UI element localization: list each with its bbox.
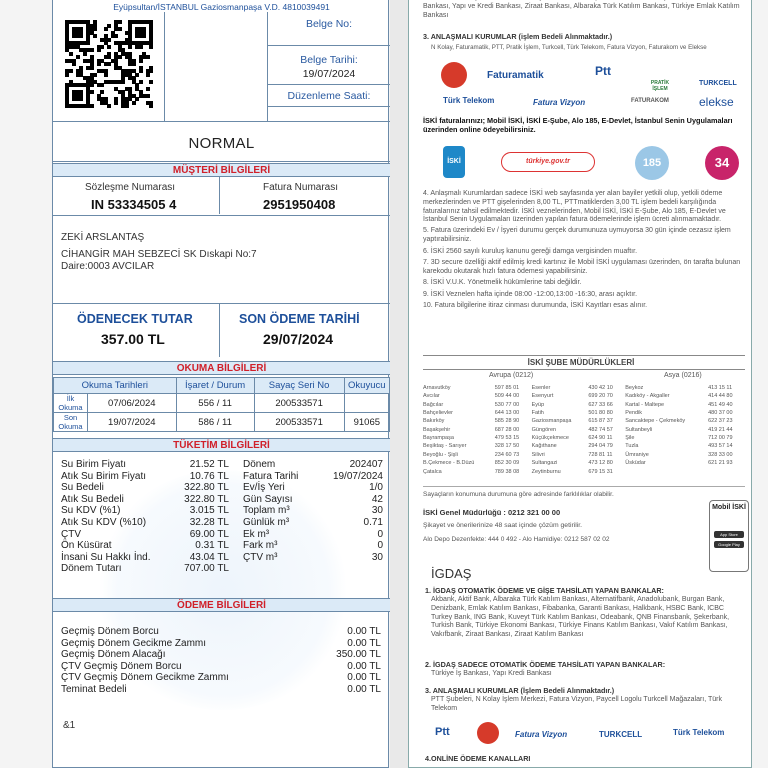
pratik-islem-logo: PRATİK İŞLEM: [650, 80, 670, 93]
table-cell: 644 13 00: [494, 409, 520, 416]
odeme-label: Geçmiş Dönem Borcu: [61, 626, 159, 637]
table-cell: 234 60 73: [494, 451, 520, 458]
tuketim-label: Su Birim Fiyatı: [61, 459, 127, 470]
tuketim-label: Ek m³: [243, 528, 270, 540]
note-item: 10. Fatura bilgilerine itiraz cinması durumunda, İSKİ Kayıtları esas alınır.: [423, 302, 648, 310]
igdas-item3-text: PTT Şubeleri, N Kolay İşlem Merkezi, Fatura Vizyon, Paycell Logolu Turkcell Mağazaları, Türk Telekom: [431, 696, 723, 712]
tuketim-label: Ön Küsürat: [61, 540, 112, 552]
table-cell: 530 77 00: [494, 401, 520, 408]
table-cell: 852 30 09: [494, 460, 520, 467]
tuketim-label: ÇTV: [61, 528, 81, 540]
tuketim-value: 42: [371, 493, 383, 505]
tuketim-label: Ev/İş Yeri: [243, 482, 285, 494]
table-cell: Beşiktaş - Sarıyer: [423, 443, 467, 450]
faturakom-logo: FATURAKOM: [631, 98, 669, 104]
genel-mudurluk: İSKİ Genel Müdürlüğü : 0212 321 00 00: [423, 508, 561, 517]
table-row: [421, 451, 743, 459]
asya-label: Asya (0216): [664, 372, 702, 379]
table-cell: Tuzla: [625, 443, 639, 450]
tuketim-value: 43.04 TL: [189, 551, 229, 563]
son-odeme-value: 29/07/2024: [263, 331, 334, 347]
turk-telekom-logo: Türk Telekom: [673, 728, 725, 737]
okuma-section-title: OKUMA BİLGİLERİ: [53, 361, 390, 375]
belge-tarihi-label: Belge Tarihi:: [300, 54, 358, 66]
odeme-labels: [61, 626, 229, 696]
table-cell: Gaziosmanpaşa: [531, 418, 572, 425]
fatura-no-value: 2951950408: [263, 197, 336, 212]
customer-address-line1: CİHANGİR MAH SEBZECİ SK Dıskapi No:7: [61, 249, 257, 260]
tuketim-left-values: [169, 459, 229, 575]
table-cell: 622 37 23: [708, 418, 733, 425]
nkolay-logo-icon: [441, 62, 467, 88]
invoice-type: NORMAL: [53, 122, 390, 162]
table-cell: 328 33 00: [708, 451, 733, 458]
table-row: [421, 426, 743, 434]
table-cell: Silivri: [531, 451, 545, 458]
note-item: 5. Fatura üzerindeki Ev / İşyeri durumu gerçek durumunuza uymuyorsa 30 gün içinde cezasız işlem yaptırabilirsiniz.: [423, 227, 731, 243]
tuketim-value: 707.00 TL: [184, 563, 229, 575]
tuketim-value: 322.80 TL: [184, 482, 229, 494]
table-cell: 585 28 90: [494, 418, 520, 425]
note-item: 4. Anlaşmalı Kurumlardan sadece İSKİ web sayfasında yer alan bayiler yetkili olup, yetkili ödeme merkezlerinden ve PTT gişelerinden 8,00 TL, PTTmatiklerden 3,00 TL işlem bedeli karşılığında faturalarınız tahsil edilmektedir. İSKİ veznelerinden, Mobil İSKİ, İSKİ E-Şube, Alo 185, E-Devlet ve İstanbul Senin Uygulamaları üzerinden yapılan fatura ödemelerinde işlem ücreti alınmamaktadır.: [423, 190, 726, 224]
tuketim-left-labels: [61, 459, 151, 575]
table-cell: [623, 468, 706, 476]
tuketim-label: Gün Sayısı: [243, 493, 293, 505]
tuketim-section-title: TÜKETİM BİLGİLERİ: [53, 438, 390, 452]
table-cell: [706, 468, 743, 476]
invoice-back-page: [408, 0, 752, 768]
bank-list-top: Bankası, Yapı ve Kredi Bankası, Ziraat Bankası, Albaraka Türk Katılım Bankası, Türkiye Emlak Katılım Bankası: [423, 2, 740, 19]
tuketim-label: Fatura Tarihi: [243, 470, 299, 482]
table-cell: Bağcılar: [423, 401, 444, 408]
igdas-item1-title: 1. İGDAŞ OTOMATİK ÖDEME VE GİŞE TAHSİLATI YAPAN BANKALAR:: [425, 586, 664, 595]
table-cell: 621 21 93: [708, 460, 733, 467]
table-cell: Sultanbeyli: [625, 426, 653, 433]
table-row: [421, 434, 743, 442]
musteri-section-title: MÜŞTERİ BİLGİLERİ: [53, 163, 390, 177]
okuma-okuyucu: [344, 394, 389, 413]
table-cell: Üsküdar: [625, 460, 646, 467]
table-cell: B.Çekmece - B.Düzü: [423, 460, 475, 467]
table-row: [421, 468, 743, 476]
okuma-isaret: 556 / 11: [176, 394, 254, 413]
fatura-no-label: Fatura Numarası: [263, 182, 339, 193]
table-cell: 414 44 80: [708, 393, 733, 400]
customer-address-line2: Daire:0003 AVCILAR: [61, 261, 155, 272]
belge-tarihi-value: 19/07/2024: [302, 68, 356, 80]
turk-telekom-logo: Türk Telekom: [443, 96, 495, 105]
table-cell: Beyoğlu - Şişli: [423, 451, 458, 458]
table-row: [421, 384, 743, 392]
table-cell: 482 74 57: [588, 426, 613, 433]
note-item: 9. İSKİ Veznelen hafta içinde 08:00 -12:00,13:00 -16:30, arası açıktır.: [423, 290, 638, 298]
table-cell: Bahçelievler: [423, 409, 453, 416]
tuketim-value: 0.71: [363, 516, 383, 528]
table-cell: Fatih: [531, 409, 544, 416]
tax-office-line: Eyüpsultan/İSTANBUL Gaziosmanpaşa V.D. 4810039491: [113, 2, 330, 12]
ptt-logo: Ptt: [435, 726, 450, 738]
table-cell: 624 90 11: [588, 435, 613, 442]
table-cell: Sancaktepe - Çekmeköy: [625, 418, 686, 425]
table-cell: Zeytinburnu: [531, 468, 561, 475]
table-row: [421, 401, 743, 409]
table-cell: 413 15 11: [708, 384, 733, 391]
header-blank-cell: [165, 12, 268, 122]
okuma-row-label: Son Okuma: [54, 413, 88, 432]
table-cell: 712 00 79: [708, 435, 733, 442]
odeme-label: Geçmiş Dönem Gecikme Zammı: [61, 637, 207, 649]
table-cell: Şile: [625, 435, 635, 442]
qr-code-box[interactable]: [53, 12, 165, 122]
tuketim-value: 1/0: [369, 482, 383, 494]
tuketim-value: 30: [371, 505, 383, 517]
okuma-seri: 200533571: [254, 413, 344, 432]
okuma-header-isaret: İşaret / Durum: [176, 378, 254, 394]
note-item: 7. 3D secure özelliği aktif edilmiş kredi kartınız ile Mobil İSKİ uygulaması üzerinden, ön tarafta bulunan karekodu okutarak hızlı fatura ödemesi yapabilirsiniz.: [423, 259, 741, 275]
avrupa-label: Avrupa (0212): [489, 372, 534, 379]
table-cell: 597 85 01: [494, 384, 520, 391]
alo-185-logo: 185: [635, 146, 669, 180]
tuketim-value: 3.015 TL: [189, 505, 229, 517]
table-cell: Arnavutköy: [423, 384, 451, 391]
igdas-item2-text: Türkiye İş Bankası, Yapı Kredi Bankası: [431, 670, 552, 677]
table-cell: Küçükçekmece: [531, 435, 569, 442]
table-cell: Pendik: [625, 409, 643, 416]
tuketim-value: 0.31 TL: [195, 540, 229, 552]
odeme-label: ÇTV Geçmiş Dönem Gecikme Zammı: [61, 672, 229, 684]
belge-info-box: [268, 12, 390, 122]
igdas-item1-text: Akbank, Aktif Bank, Albaraka Türk Katılım Bankası, Alternatifbank, Anadolubank, Burgan Bank, Denizbank, Emlak Katılım Bankası, Fibabanka, Garanti Bankası, Halkbank, HSBC Bank, ICBC Turkey Bank, ING Bank, Kuveyt Türk Katılım Bankası, Odeabank, QNB Finansbank, Şekerbank, Turkish Bank, Türkiye Ekonomi Bankası, Türkiye Finans Katılım Bankası, Vakıf Katılım Bankası, Vakıfbank, Ziraat Bankası, Ziraat Katılım Bankası: [431, 596, 730, 638]
tuketim-value: 21.52 TL: [189, 459, 229, 470]
tuketim-value: 32.28 TL: [189, 516, 229, 528]
okuma-date: 07/06/2024: [88, 394, 177, 413]
tuketim-value: 30: [371, 551, 383, 563]
table-cell: Kağıthane: [531, 443, 557, 450]
igdas-title: İGDAŞ: [431, 566, 472, 581]
iski-logo: İSKİ: [443, 146, 465, 178]
table-cell: 430 42 10: [588, 384, 613, 391]
turkcell-logo: TURKCELL: [699, 80, 737, 87]
okuma-row-label: İlk Okuma: [54, 394, 88, 413]
table-cell: Esenler: [531, 384, 551, 391]
ptt-logo: Ptt: [595, 64, 611, 78]
table-cell: 789 38 08: [494, 468, 520, 475]
table-cell: 627 33 66: [588, 401, 613, 408]
table-cell: Kartal - Maltepe: [625, 401, 665, 408]
okuma-isaret: 586 / 11: [176, 413, 254, 432]
okuma-header-seri: Sayaç Seri No: [254, 378, 344, 394]
elekse-logo: elekse: [699, 95, 734, 109]
table-row: [421, 460, 743, 468]
table-cell: Avcılar: [423, 393, 440, 400]
belge-no-label: Belge No:: [305, 18, 353, 30]
odeme-value: 0.00 TL: [347, 683, 381, 695]
igdas-item4-title: 4.ONLİNE ÖDEME KANALLARI: [425, 754, 531, 763]
table-row: [421, 392, 743, 400]
table-cell: Güngören: [531, 426, 557, 433]
tuketim-label: Günlük m³: [243, 516, 290, 528]
customer-name: ZEKİ ARSLANTAŞ: [61, 232, 145, 243]
tuketim-label: Dönem: [243, 459, 276, 470]
table-cell: 419 21 44: [708, 426, 733, 433]
okuma-okuyucu: 91065: [344, 413, 389, 432]
table-cell: 687 28 00: [494, 426, 520, 433]
tuketim-label: Su KDV (%1): [61, 505, 121, 517]
son-odeme-label: SON ÖDEME TARİHİ: [239, 312, 360, 326]
table-cell: 509 44 00: [494, 393, 520, 400]
table-cell: Çatalca: [423, 468, 442, 475]
table-cell: 728 81 11: [588, 451, 613, 458]
note-item: 6. İSKİ 2560 sayılı kuruluş kanunu gereği damga vergisinden muaftır.: [423, 247, 638, 255]
table-row: [421, 409, 743, 417]
tuketim-label: Atık Su Bedeli: [61, 493, 124, 505]
mobil-iski-label: Mobil İSKİ: [712, 504, 746, 511]
alo-numbers: Alo Depo Dezenfekte: 444 0 492 - Alo Hamidiye: 0212 587 02 02: [423, 536, 610, 543]
tuketim-label: Dönem Tutarı: [61, 563, 122, 575]
odeme-value: 350.00 TL: [336, 649, 381, 661]
tuketim-value: 19/07/2024: [332, 470, 383, 482]
table-cell: 679 15 31: [588, 468, 613, 475]
tuketim-label: Su Bedeli: [61, 482, 104, 494]
sayac-note: Sayaçların konumuna durumuna göre adresinde farklılıklar olabilir.: [423, 491, 614, 498]
tuketim-label: ÇTV m³: [243, 551, 278, 563]
sube-title: İSKİ ŞUBE MÜDÜRLÜKLERİ: [527, 358, 635, 367]
table-row: [54, 394, 390, 413]
tuketim-value: 0: [377, 528, 383, 540]
tuketim-label: Atık Su KDV (%10): [61, 516, 147, 528]
okuma-header-okuyucu: Okuyucu: [344, 378, 389, 394]
istanbul-senin-logo: 34: [705, 146, 739, 180]
tuketim-value: 69.00 TL: [189, 528, 229, 540]
table-cell: Kadıköy - Akgaller: [625, 393, 670, 400]
odeme-label: ÇTV Geçmiş Dönem Borcu: [61, 660, 182, 672]
odeme-value: 0.00 TL: [347, 637, 381, 649]
table-cell: Bakırköy: [423, 418, 445, 425]
table-cell: Sultangazi: [531, 460, 558, 467]
tuketim-value: 10.76 TL: [189, 470, 229, 482]
table-row: [421, 418, 743, 426]
odeme-value: 0.00 TL: [347, 672, 381, 684]
odeme-section-title: ÖDEME BİLGİLERİ: [53, 598, 390, 612]
odeme-label: Teminat Bedeli: [61, 683, 127, 695]
iski-online-note: İSKİ faturalarınızı; Mobil İSKİ, İSKİ E-Şube, Alo 185, E-Devlet, İstanbul Senin Uygulamaları üzerinden online ödeyebilirsiniz.: [423, 116, 733, 135]
sikayet-note: Şikayet ve önerilerinize 48 saat içinde çözüm getirilir.: [423, 522, 583, 529]
table-cell: 451 49 40: [708, 401, 733, 408]
table-cell: 615 87 37: [588, 418, 613, 425]
okuma-header-tarih: Okuma Tarihleri: [54, 378, 177, 394]
okuma-seri: 200533571: [254, 394, 344, 413]
mobil-iski-box[interactable]: [709, 500, 749, 572]
table-cell: 294 04 79: [588, 443, 613, 450]
table-cell: 493 57 14: [708, 443, 733, 450]
table-cell: 699 20 70: [588, 393, 613, 400]
tuketim-value: 322.80 TL: [184, 493, 229, 505]
table-cell: Ümraniye: [625, 451, 649, 458]
igdas-item2-title: 2. İGDAŞ SADECE OTOMATİK ÖDEME TAHSİLATI YAPAN BANKALAR:: [425, 660, 666, 669]
item3-subtitle: N Kolay, Faturamatik, PTT, Pratik İşlem, Turkcell, Türk Telekom, Fatura Vizyon, Faturakom ve Elekse: [431, 44, 707, 51]
table-cell: 328 17 50: [494, 443, 520, 450]
turkcell-logo: TURKCELL: [599, 730, 643, 739]
igdas-item3-title: 3. ANLAŞMALI KURUMLAR (İşlem Bedeli Alınmaktadır.): [425, 686, 615, 695]
tuketim-value: 0: [377, 540, 383, 552]
sozlesme-value: IN 53334505 4: [91, 197, 177, 212]
table-cell: 473 12 80: [588, 460, 613, 467]
google-play-badge[interactable]: Google Play: [714, 541, 744, 548]
duzenleme-saati-label: Düzenleme Saati:: [287, 90, 371, 102]
tuketim-label: Toplam m³: [243, 505, 290, 517]
table-cell: 501 80 80: [588, 409, 613, 416]
tuketim-label: İnsani Su Hakkı İnd.: [61, 551, 151, 563]
tuketim-value: 202407: [349, 459, 383, 470]
invoice-front-page: [52, 0, 389, 768]
table-row: [54, 413, 390, 432]
tuketim-label: Fark m³: [243, 540, 278, 552]
odeme-value: 0.00 TL: [347, 626, 381, 637]
notes-list: [423, 190, 747, 311]
table-cell: Beykoz: [625, 384, 644, 391]
odeme-values: [321, 626, 381, 696]
note-item: 8. İSKİ V.U.K. Yönetmelik hükümlerine tabi değildir.: [423, 278, 582, 286]
app-store-badge[interactable]: App Store: [714, 531, 744, 538]
sube-table: [421, 384, 743, 476]
table-cell: 480 37 00: [708, 409, 733, 416]
tuketim-label: Atık Su Birim Fiyatı: [61, 470, 147, 482]
turkiye-gov-logo: türkiye.gov.tr: [501, 152, 595, 172]
sozlesme-label: Sözleşme Numarası: [85, 182, 176, 193]
table-cell: Başakşehir: [423, 426, 451, 433]
tuketim-right-labels: [243, 459, 298, 563]
table-row: [421, 443, 743, 451]
table-cell: Bayrampaşa: [423, 435, 454, 442]
page-gutter: [390, 0, 408, 768]
tuketim-right-values: [323, 459, 383, 563]
fatura-vizyon-logo: Fatura Vizyon: [515, 730, 568, 739]
odeme-label: Geçmiş Dönem Alacağı: [61, 649, 166, 661]
okuma-table: [53, 377, 390, 432]
odeme-value: 0.00 TL: [347, 660, 381, 672]
okuma-date: 19/07/2024: [88, 413, 177, 432]
odeme-footer-code: &1: [63, 720, 76, 731]
item3-title: 3. ANLAŞMALI KURUMLAR (işlem Bedeli Alınmaktadır.): [423, 32, 613, 41]
nkolay-logo-icon: [477, 722, 499, 744]
table-cell: Eyüp: [531, 401, 545, 408]
qr-code[interactable]: [65, 20, 153, 108]
table-cell: Esenyurt: [531, 393, 554, 400]
table-cell: 479 53 15: [494, 435, 520, 442]
faturamatik-logo: Faturamatik: [487, 70, 544, 81]
fatura-vizyon-logo: Fatura Vizyon: [533, 98, 586, 107]
odenecek-tutar-value: 357.00 TL: [101, 331, 165, 347]
odenecek-tutar-label: ÖDENECEK TUTAR: [77, 312, 193, 326]
